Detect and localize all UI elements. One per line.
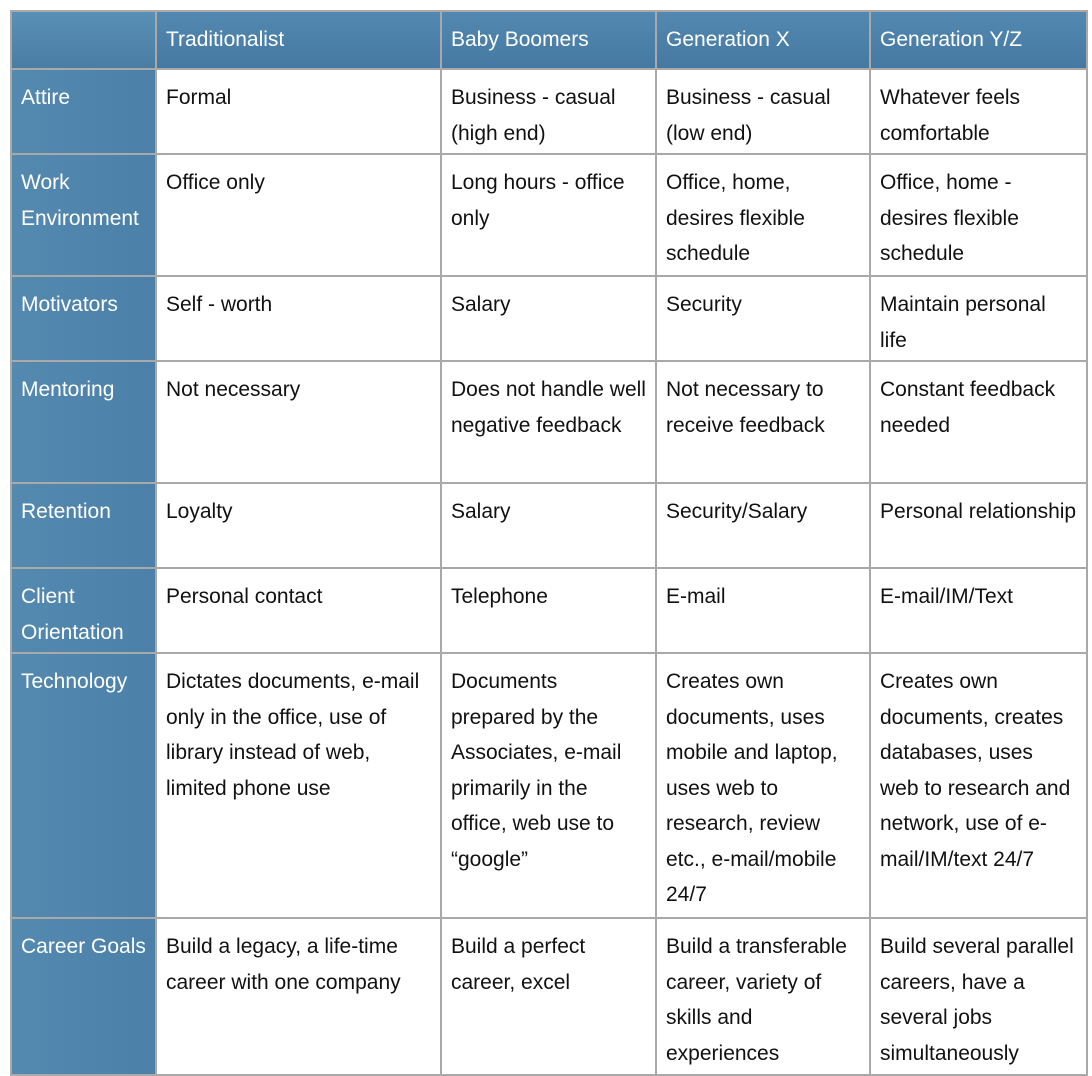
row-label-career-goals: Career Goals [11,918,156,1075]
table-cell: Creates own documents, creates databases, uses web to research and network, use of e-mail/IM/text 24/7 [870,653,1087,918]
table-cell: Creates own documents, uses mobile and laptop, uses web to research, review etc., e-mail/mobile 24/7 [656,653,870,918]
table-cell: Build a perfect career, excel [441,918,656,1075]
column-header-generation-x: Generation X [656,11,870,69]
table-row [11,568,1087,653]
table-row [11,483,1087,568]
table-cell: Security [656,276,870,361]
row-label-client-orientation: Client Orientation [11,568,156,653]
table-cell: Build several parallel careers, have a several jobs simultaneously [870,918,1087,1075]
table-cell: E-mail [656,568,870,653]
table-cell: Office, home - desires flexible schedule [870,154,1087,276]
column-header-baby-boomers: Baby Boomers [441,11,656,69]
table-row [11,154,1087,276]
row-label-technology: Technology [11,653,156,918]
table-row [11,69,1087,154]
table-row [11,361,1087,483]
table-cell: E-mail/IM/Text [870,568,1087,653]
table-cell: Security/Salary [656,483,870,568]
table-cell: Does not handle well negative feedback [441,361,656,483]
table-cell: Self - worth [156,276,441,361]
table-cell: Constant feedback needed [870,361,1087,483]
row-label-attire: Attire [11,69,156,154]
table-cell: Salary [441,276,656,361]
header-row [11,11,1087,69]
generations-comparison-table [10,10,1088,1076]
row-label-retention: Retention [11,483,156,568]
row-label-work-environment: Work Environment [11,154,156,276]
table-cell: Telephone [441,568,656,653]
table-cell: Documents prepared by the Associates, e-mail primarily in the office, web use to “google” [441,653,656,918]
table-cell: Not necessary to receive feedback [656,361,870,483]
table-cell: Personal contact [156,568,441,653]
column-header-traditionalist: Traditionalist [156,11,441,69]
table-cell: Formal [156,69,441,154]
table-cell: Build a transferable career, variety of skills and experiences [656,918,870,1075]
table-cell: Office only [156,154,441,276]
table-cell: Personal relationship [870,483,1087,568]
column-header-generation-yz: Generation Y/Z [870,11,1087,69]
table-cell: Dictates documents, e-mail only in the office, use of library instead of web, limited phone use [156,653,441,918]
table-cell: Business - casual (high end) [441,69,656,154]
table-row [11,653,1087,918]
header-corner [11,11,156,69]
table-cell: Build a legacy, a life-time career with one company [156,918,441,1075]
table-cell: Not necessary [156,361,441,483]
table-cell: Loyalty [156,483,441,568]
table-cell: Whatever feels comfortable [870,69,1087,154]
table-row [11,276,1087,361]
table-cell: Salary [441,483,656,568]
row-label-mentoring: Mentoring [11,361,156,483]
table-cell: Long hours - office only [441,154,656,276]
table-cell: Maintain personal life [870,276,1087,361]
table-row [11,918,1087,1075]
table-cell: Business - casual (low end) [656,69,870,154]
row-label-motivators: Motivators [11,276,156,361]
table-cell: Office, home, desires flexible schedule [656,154,870,276]
